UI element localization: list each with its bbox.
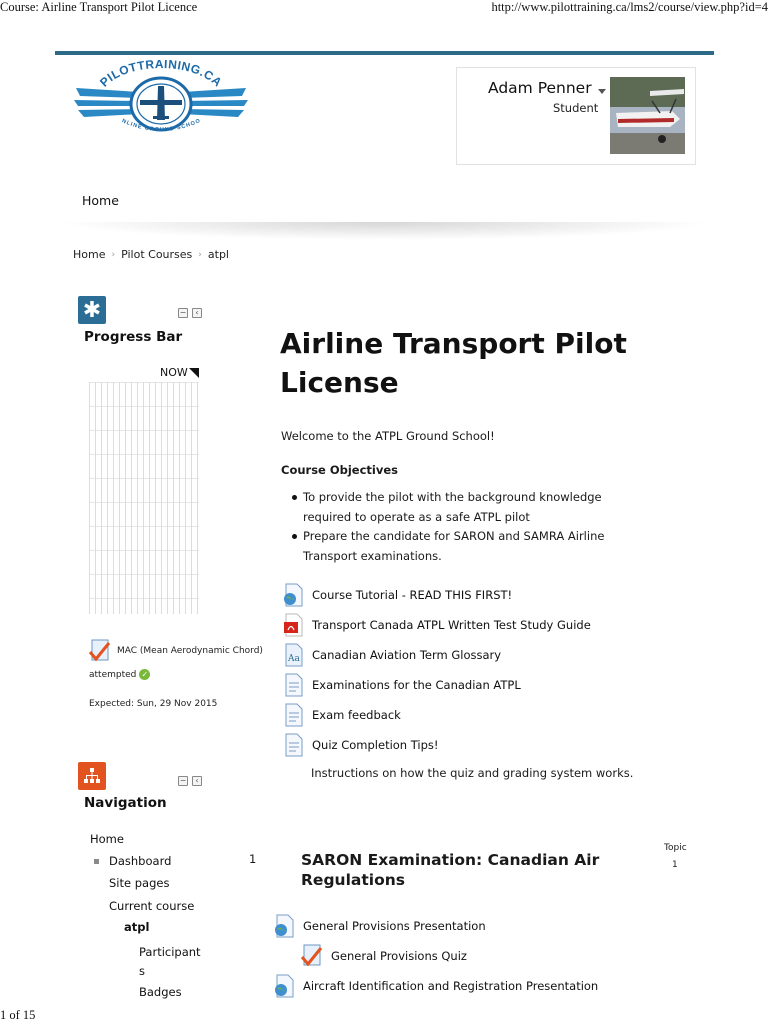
activity-aircraft-identification-presentation[interactable] bbox=[273, 974, 598, 998]
activity-label[interactable]: General Provisions Quiz bbox=[331, 949, 467, 963]
activity-label[interactable]: Aircraft Identification and Registration Presentation bbox=[303, 979, 599, 993]
progress-now-marker-icon bbox=[189, 368, 199, 378]
bullet-icon bbox=[292, 534, 297, 539]
user-role: Student bbox=[553, 101, 599, 115]
topic-label: Topic bbox=[664, 843, 687, 853]
page-icon bbox=[282, 733, 304, 757]
print-header-title: Course: Airline Transport Pilot Licence bbox=[0, 0, 198, 14]
resource-course-tutorial[interactable] bbox=[282, 583, 512, 607]
progress-activity-name: MAC (Mean Aerodynamic Chord) bbox=[117, 646, 263, 656]
breadcrumb-chevron-icon: › bbox=[111, 249, 116, 260]
globe-page-icon bbox=[273, 914, 295, 938]
objective-text: Prepare the candidate for SARON and SAMRA Airline Transport examinations. bbox=[303, 529, 605, 563]
svg-text:Aa: Aa bbox=[288, 654, 300, 664]
nav-item-atpl[interactable]: atpl bbox=[124, 920, 150, 934]
block-dock-icon[interactable]: ‹ bbox=[192, 776, 202, 786]
nav-item-badges[interactable]: Badges bbox=[139, 985, 182, 999]
page-icon bbox=[282, 673, 304, 697]
progress-activity-row[interactable] bbox=[89, 639, 263, 663]
nav-item-participants[interactable]: Participants bbox=[139, 945, 201, 978]
resource-examinations[interactable] bbox=[282, 673, 521, 697]
resource-quiz-tips[interactable] bbox=[282, 733, 439, 757]
pdf-icon bbox=[282, 613, 304, 637]
resource-study-guide[interactable] bbox=[282, 613, 591, 637]
activity-label[interactable]: General Provisions Presentation bbox=[303, 919, 486, 933]
objectives-heading: Course Objectives bbox=[281, 463, 398, 477]
nav-divider-shadow bbox=[55, 222, 714, 240]
breadcrumb bbox=[73, 248, 229, 261]
svg-text:PILOTTRAINING.CA: PILOTTRAINING.CA bbox=[97, 60, 225, 90]
quiz-tips-description: Instructions on how the quiz and grading system works. bbox=[311, 766, 634, 780]
globe-page-icon bbox=[273, 974, 295, 998]
activity-general-provisions-quiz[interactable] bbox=[301, 944, 467, 968]
progress-activity-status bbox=[89, 669, 150, 680]
progress-now-label: NOW bbox=[160, 366, 188, 379]
topic-number: 1 bbox=[672, 860, 678, 870]
course-welcome: Welcome to the ATPL Ground School! bbox=[281, 429, 495, 443]
section-title: SARON Examination: Canadian Air Regulations bbox=[301, 851, 600, 889]
progress-block-title: Progress Bar bbox=[84, 329, 183, 345]
check-circle-icon: ✓ bbox=[139, 669, 150, 680]
navigation-block-sitemap-icon bbox=[78, 762, 106, 790]
resource-label[interactable]: Canadian Aviation Term Glossary bbox=[312, 648, 502, 662]
navigation-block-title: Navigation bbox=[84, 795, 167, 811]
nav-item-current-course[interactable]: Current course bbox=[109, 899, 195, 913]
print-page-number: 1 of 15 bbox=[0, 1008, 36, 1022]
resource-exam-feedback[interactable] bbox=[282, 703, 401, 727]
breadcrumb-pilot-courses[interactable]: Pilot Courses bbox=[121, 248, 193, 261]
glossary-icon bbox=[282, 643, 304, 667]
resource-label[interactable]: Examinations for the Canadian ATPL bbox=[312, 678, 521, 692]
site-logo[interactable] bbox=[70, 60, 252, 140]
nav-item-site-pages[interactable]: Site pages bbox=[109, 876, 170, 890]
user-name[interactable]: Adam Penner bbox=[488, 79, 592, 97]
activity-general-provisions-presentation[interactable] bbox=[273, 914, 486, 938]
objective-item bbox=[292, 488, 622, 527]
resource-label[interactable]: Transport Canada ATPL Written Test Study Guide bbox=[312, 618, 591, 632]
objective-item bbox=[292, 527, 622, 566]
resource-label[interactable]: Course Tutorial - READ THIS FIRST! bbox=[312, 588, 513, 602]
breadcrumb-atpl[interactable]: atpl bbox=[207, 248, 229, 261]
nav-item-dashboard[interactable]: Dashboard bbox=[109, 854, 172, 868]
globe-page-icon bbox=[282, 583, 304, 607]
quiz-check-icon bbox=[89, 639, 111, 663]
block-collapse-icon[interactable]: − bbox=[179, 776, 187, 785]
bullet-icon bbox=[292, 495, 297, 500]
page-icon bbox=[282, 703, 304, 727]
user-avatar[interactable] bbox=[610, 77, 685, 154]
nav-home-link[interactable]: Home bbox=[82, 193, 119, 208]
resource-label[interactable]: Quiz Completion Tips! bbox=[312, 738, 439, 752]
progress-bar-grid[interactable] bbox=[89, 382, 199, 614]
nav-item-home[interactable]: Home bbox=[90, 832, 124, 846]
status-text: attempted bbox=[89, 669, 137, 680]
block-collapse-icon[interactable]: − bbox=[179, 308, 187, 317]
print-header-url: http://www.pilottraining.ca/lms2/course/view.php?id=4 bbox=[491, 0, 768, 14]
course-title: Airline Transport Pilot License bbox=[280, 327, 627, 399]
section-number: 1 bbox=[249, 852, 257, 866]
breadcrumb-home[interactable]: Home bbox=[73, 248, 106, 261]
header-top-rule bbox=[55, 51, 714, 55]
user-menu-caret-icon[interactable] bbox=[598, 89, 606, 94]
resource-glossary[interactable] bbox=[282, 643, 501, 667]
block-dock-icon[interactable]: ‹ bbox=[192, 308, 202, 318]
svg-text:ONLINE GROUND SCHOOL: NLINE GROUND SCHOO bbox=[120, 117, 202, 134]
quiz-check-icon bbox=[301, 944, 323, 968]
progress-expected-date: Expected: Sun, 29 Nov 2015 bbox=[89, 699, 218, 709]
breadcrumb-chevron-icon: › bbox=[198, 249, 202, 260]
nav-expand-bullet-icon bbox=[94, 859, 99, 864]
progress-block-asterisk-icon: ✱ bbox=[78, 296, 106, 324]
resource-label[interactable]: Exam feedback bbox=[312, 708, 401, 722]
objective-text: To provide the pilot with the background knowledge required to operate as a safe ATPL pilot bbox=[303, 490, 602, 524]
